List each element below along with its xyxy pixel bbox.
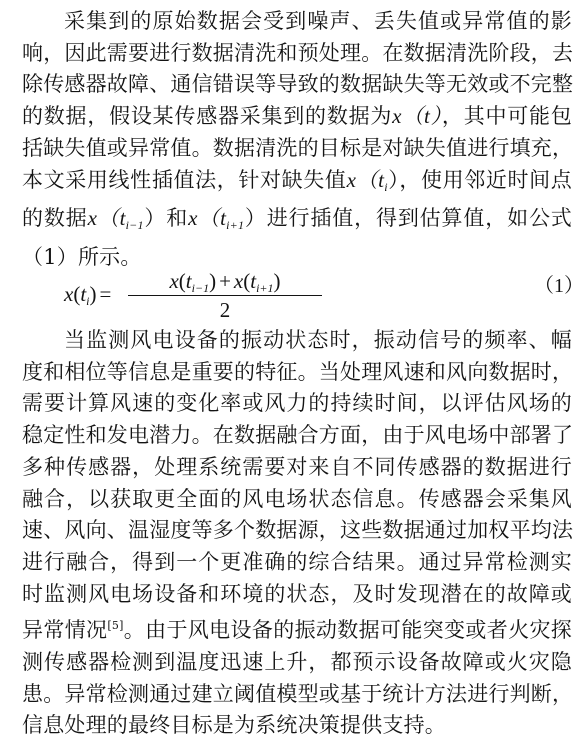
text-line: 除传感器故障、通信错误等导致的数据缺失等无效或不完整 bbox=[22, 72, 574, 97]
text-line: 的数据$x(t_{i-1})$和$x(t_{i+1})$进行插值，得到估算值，如公式 bbox=[22, 206, 573, 233]
formula-linear-interpolation bbox=[64, 268, 584, 324]
text-line: 速、风向、温湿度等多个数据源，这些数据通过加权平均法 bbox=[22, 518, 574, 543]
citation-ref: [5] bbox=[107, 619, 124, 633]
text-line: 测传感器检测到温度迅速上升，都预示设备故障或火灾隐 bbox=[22, 650, 572, 675]
formula-fraction bbox=[128, 268, 322, 323]
text-line: 需要计算风速的变化率或风力的持续时间，以评估风场的 bbox=[22, 391, 572, 416]
fraction-bar bbox=[128, 295, 322, 296]
text-line: （1）所示。 bbox=[22, 244, 142, 269]
math-x-t: x（t） bbox=[392, 104, 442, 129]
text-line: 信息处理的最终目标是为系统决策提供支持。 bbox=[22, 713, 446, 738]
text-line: 本文采用线性插值法，针对缺失值$x(t_i)$，使用邻近时间点 bbox=[22, 167, 572, 194]
text-line: 当监测风电设备的振动状态时，振动信号的频率、幅 bbox=[64, 328, 572, 352]
text-line: 响，因此需要进行数据清洗和预处理。在数据清洗阶段，去 bbox=[22, 40, 574, 65]
text-line: 多种传感器，处理系统需要对来自不同传感器的数据进行 bbox=[22, 454, 572, 479]
text-line: 度和相位等信息是重要的特征。当处理风速和风向数据时， bbox=[22, 359, 574, 384]
paragraph-data-cleaning bbox=[22, 6, 572, 274]
text-line: 进行融合，得到一个更准确的综合结果。通过异常检测实 bbox=[22, 549, 572, 574]
text-line: 括缺失值或异常值。数据清洗的目标是对缺失值进行填充， bbox=[22, 135, 574, 160]
text-line: 时监测风电场设备和环境的状态，及时发现潜在的故障或 bbox=[22, 581, 572, 606]
formula-numerator: $x(t_{i-1}) + x(t_{i+1})$ bbox=[169, 269, 281, 295]
paragraph-data-processing bbox=[22, 325, 572, 742]
text-line: 融合，以获取更全面的风电场状态信息。传感器会采集风 bbox=[22, 486, 572, 511]
formula-lhs: $x(t_i)$ = bbox=[64, 282, 112, 308]
text-line: 稳定性和发电潜力。在数据融合方面，由于风电场中部署了 bbox=[22, 423, 574, 448]
text-line: 异常情况[5]。由于风电设备的振动数据可能突变或者火灾探 bbox=[22, 618, 572, 643]
text-line: 的数据，假设某传感器采集到的数据为x（t），其中可能包 bbox=[22, 104, 572, 129]
formula-denominator: 2 bbox=[219, 298, 231, 322]
text-line: 采集到的原始数据会受到噪声、丢失值或异常值的影 bbox=[64, 9, 572, 33]
math-x-ti-plus-1: x（t bbox=[188, 206, 227, 231]
text-line: 患。异常检测通过建立阈值模型或基于统计方法进行判断， bbox=[22, 681, 574, 706]
math-x-ti-minus-1: x（t bbox=[87, 206, 126, 231]
equation-number: （1） bbox=[534, 275, 584, 297]
math-x-ti: x（t bbox=[346, 167, 385, 192]
